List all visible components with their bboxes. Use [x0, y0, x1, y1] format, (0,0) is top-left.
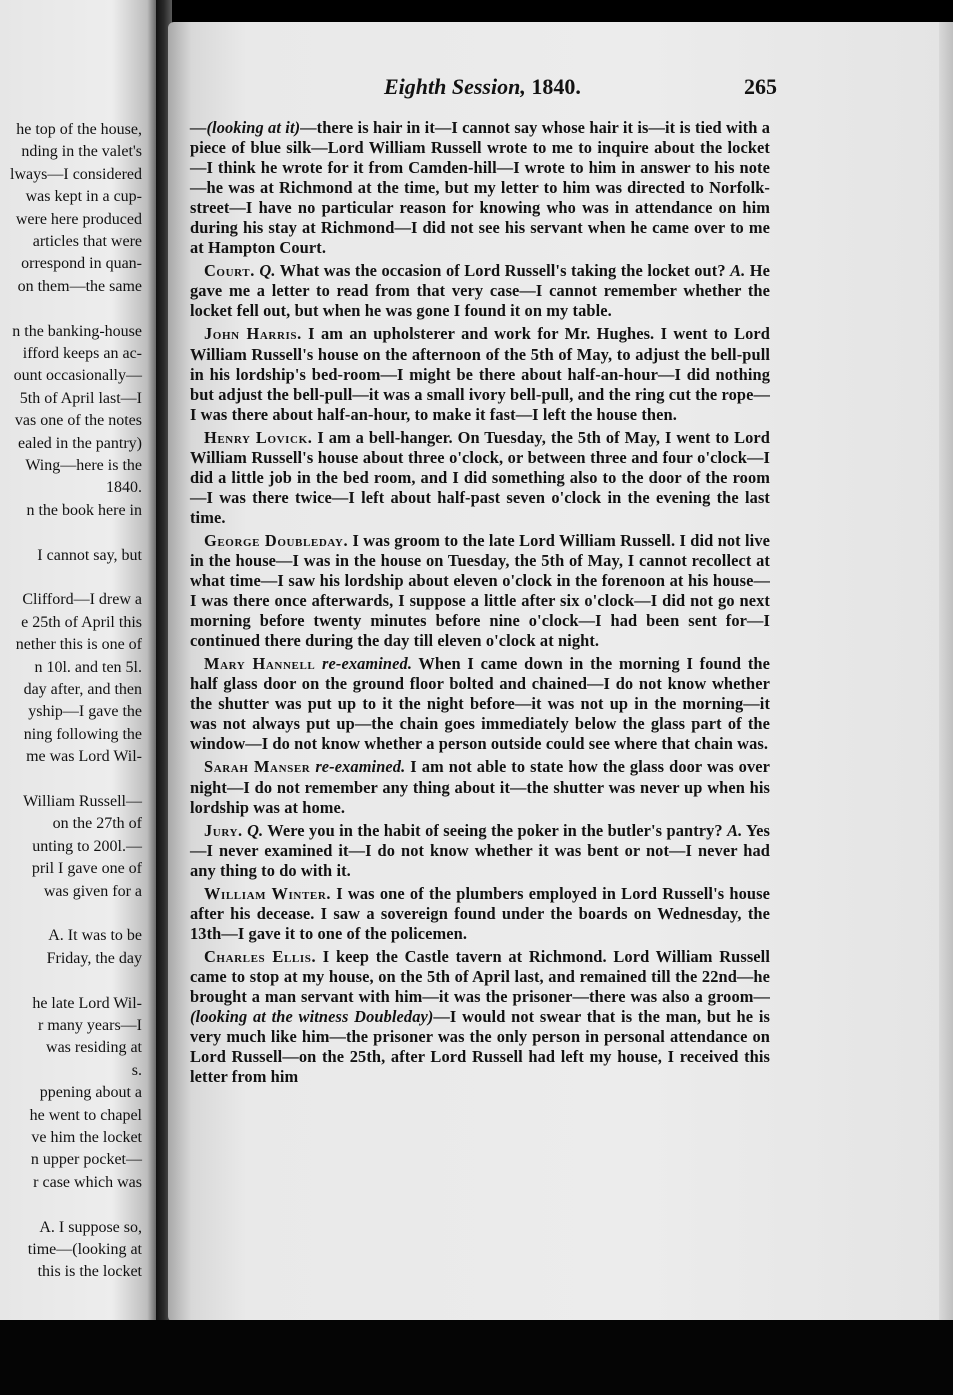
testimony-paragraph: [190, 821, 770, 881]
left-page-line: were here produced: [15, 210, 142, 228]
left-page-line: n the book here in: [26, 501, 142, 519]
left-page-line: he late Lord Wil-: [32, 994, 142, 1012]
testimony-paragraph: [190, 757, 770, 817]
paragraph-text: Yes—I never examined it—I do not know whether it was bent or not—I never had any thing to do with it.: [190, 820, 770, 880]
left-page-line: vas one of the notes: [14, 412, 142, 430]
left-page-line: A. It was to be: [48, 927, 142, 945]
italic-text: —(looking at it): [190, 118, 301, 137]
paragraph-text: I keep the Castle tavern at Richmond. Lord William Russell came to stop at my house, on the 5th of April last, and remained till the 22nd—he brought a man servant with him—it was the prisoner—there was also a groom—: [190, 946, 770, 1006]
left-page: [0, 0, 160, 1330]
left-page-line: was kept in a cup-: [25, 188, 142, 206]
left-page-line: yship—I gave the: [28, 703, 142, 721]
paragraph-text: I am a bell-hanger. On Tuesday, the 5th of May, I went to Lord William Russell's house about three o'clock, or between three and four o'clock—I did a little job in the bed room, and I did something also to the door of the room—I was there twice—I left about half-past seven o'clock in the evening the last time.: [190, 427, 770, 527]
left-page-line: he went to chapel: [29, 1106, 142, 1124]
left-page-line: Friday, the day: [46, 949, 142, 967]
left-page-line: me was Lord Wil-: [26, 748, 142, 766]
left-page-line: day after, and then: [23, 681, 142, 698]
paragraph-text: I was groom to the late Lord William Russell. I did not live in the house—I was in the house on Tuesday, the 5th of May, I cannot recollect at what time—I saw his lordship about eleven o'clock in the forenoon at his house—I was there once afterwards, I suppose a little after six o'clock—I did not go next morning before twenty minutes before nine o'clock—I had been sent for—I continued there during the day till eleven o'clock at night.: [190, 530, 770, 651]
left-page-line: William Russell—: [23, 793, 142, 810]
speaker-name: Jury.: [204, 820, 243, 840]
left-page-line: ealed in the pantry): [18, 434, 142, 452]
italic-text: Q.: [259, 261, 276, 281]
testimony-paragraph: [190, 947, 770, 1087]
left-page-line: nding in the valet's: [21, 143, 142, 161]
left-page-line: e 25th of April this: [21, 613, 142, 631]
page-header: [188, 74, 777, 104]
italic-text: Q.: [247, 820, 264, 840]
speaker-name: William Winter.: [204, 883, 332, 903]
paragraph-text: —I would not swear that is the man, but he is very much like him—the prisoner was the only person in personal attendance on Lord Russell—on the 25th, after Lord Russell had left my house, I received this letter from him: [190, 1007, 770, 1087]
left-page-line: r many years—I: [38, 1017, 142, 1034]
left-page-line: nether this is one of: [15, 636, 142, 654]
speaker-name: Court.: [204, 261, 255, 281]
paragraph-text: I was one of the plumbers employed in Lord Russell's house after his decease. I saw a sovereign found under the boards on Wednesday, the 13th—I gave it to one of the policemen.: [190, 883, 770, 943]
paragraph-text: —there is hair in it—I cannot say whose hair it is—it is tied with a piece of blue silk—Lord William Russell wrote to me to inquire about the locket—I think he wrote for it from Camden-hill—I wrote to him in answer to his note—he was at Richmond at the time, but my letter to him was directed to Norfolk-street—I have no particular reason for knowing who was in attendance on him during his stay at Richmond—I did not see his servant when he came over to me at Hampton Court.: [190, 118, 770, 258]
speaker-name: Henry Lovick.: [204, 427, 313, 447]
running-title: [384, 74, 581, 100]
paragraph-text: I am not able to state how the glass door was over night—I do not remember any thing about it—the shutter was never up when his lordship was at home.: [190, 757, 770, 817]
left-page-line: he top of the house,: [16, 121, 142, 138]
left-page-line: n 10l. and ten 5l.: [34, 658, 142, 676]
testimony-paragraph: [190, 654, 770, 754]
right-page: [168, 22, 953, 1322]
left-page-line: this is the locket: [37, 1263, 142, 1281]
page-body: [190, 118, 770, 1087]
left-page-line: articles that were: [32, 233, 142, 250]
left-page-line: s.: [131, 1061, 142, 1079]
testimony-paragraph: [190, 261, 770, 321]
speaker-name: John Harris.: [204, 324, 302, 344]
left-page-line: 5th of April last—I: [19, 389, 142, 407]
running-title-text: Eighth Session,: [384, 74, 526, 99]
page-number: 265: [744, 74, 777, 99]
left-page-line: n the banking-house: [12, 322, 142, 340]
paragraph-text: Were you in the habit of seeing the poker in the butler's pantry?: [263, 820, 728, 840]
paragraph-text: He gave me a letter to read from that very case—I cannot remember whether the locket fell out, but when he was gone I found it on my table.: [190, 261, 770, 321]
speaker-name: Mary Hannell: [204, 654, 316, 674]
speaker-name: Sarah Manser: [204, 757, 311, 777]
left-page-line: Wing—here is the: [25, 457, 142, 474]
speaker-name: George Doubleday.: [204, 530, 349, 550]
testimony-paragraph: [190, 324, 770, 424]
paragraph-text: I am an upholsterer and work for Mr. Hughes. I went to Lord William Russell's house on the afternoon of the 5th of May, to adjust the bell-pull in his lordship's bed-room—I might be there about half-an-hour—I did nothing but adjust the bell-pull—it was a small ivory bell-pull, and the ring cut the rope—I was there about half-an-hour, to make it fast—I left the house then.: [190, 324, 770, 424]
left-page-line: n upper pocket—: [30, 1151, 142, 1169]
page-edge: [939, 22, 953, 1322]
testimony-paragraph: [190, 531, 770, 651]
left-page-line: ifford keeps an ac-: [22, 345, 142, 362]
left-page-line: r case which was: [33, 1173, 142, 1191]
scan-bottom-shadow: [0, 1320, 953, 1395]
left-page-line: on the 27th of: [52, 815, 142, 833]
italic-text: A.: [727, 820, 743, 840]
testimony-paragraph: [190, 884, 770, 944]
testimony-paragraph: [190, 118, 770, 258]
paragraph-text: What was the occasion of Lord Russell's taking the locket out?: [275, 261, 731, 281]
left-page-line: 1840.: [106, 479, 142, 497]
italic-text: re-examined.: [322, 654, 413, 674]
italic-text: re-examined.: [315, 757, 406, 777]
left-page-line: A. I suppose so,: [39, 1218, 142, 1236]
left-page-line: orrespond in quan-: [21, 255, 142, 273]
left-page-line: on them—the same: [17, 277, 142, 295]
italic-text: (looking at the witness Doubleday): [190, 1007, 434, 1027]
left-page-line: I cannot say, but: [37, 546, 142, 564]
left-page-line: ppening about a: [39, 1084, 142, 1102]
left-page-line: Clifford—I drew a: [22, 591, 142, 609]
left-page-line: lways—I considered: [10, 165, 142, 183]
left-page-line: unting to 200l.—: [32, 837, 142, 855]
left-page-line: ount occasionally—: [13, 367, 142, 385]
left-page-line: was given for a: [43, 882, 142, 900]
left-page-line: was residing at: [46, 1039, 142, 1057]
running-title-year: 1840.: [531, 74, 581, 99]
paragraph-text: When I came down in the morning I found the half glass door on the ground floor bolted and chained—I do not know whether the shutter was put up to it the night before—it was not up in the morning—it was not always put up—the chain goes immediately below the glass part of the window—I do not know whether a person outside could see where that chain was.: [190, 654, 771, 754]
left-page-line: ning following the: [23, 725, 142, 743]
speaker-name: Charles Ellis.: [204, 946, 317, 966]
left-page-line: pril I gave one of: [31, 860, 142, 878]
italic-text: A.: [730, 261, 746, 281]
left-page-line: time—(looking at: [27, 1241, 142, 1258]
left-page-line: ve him the locket: [31, 1129, 142, 1146]
testimony-paragraph: [190, 428, 770, 528]
